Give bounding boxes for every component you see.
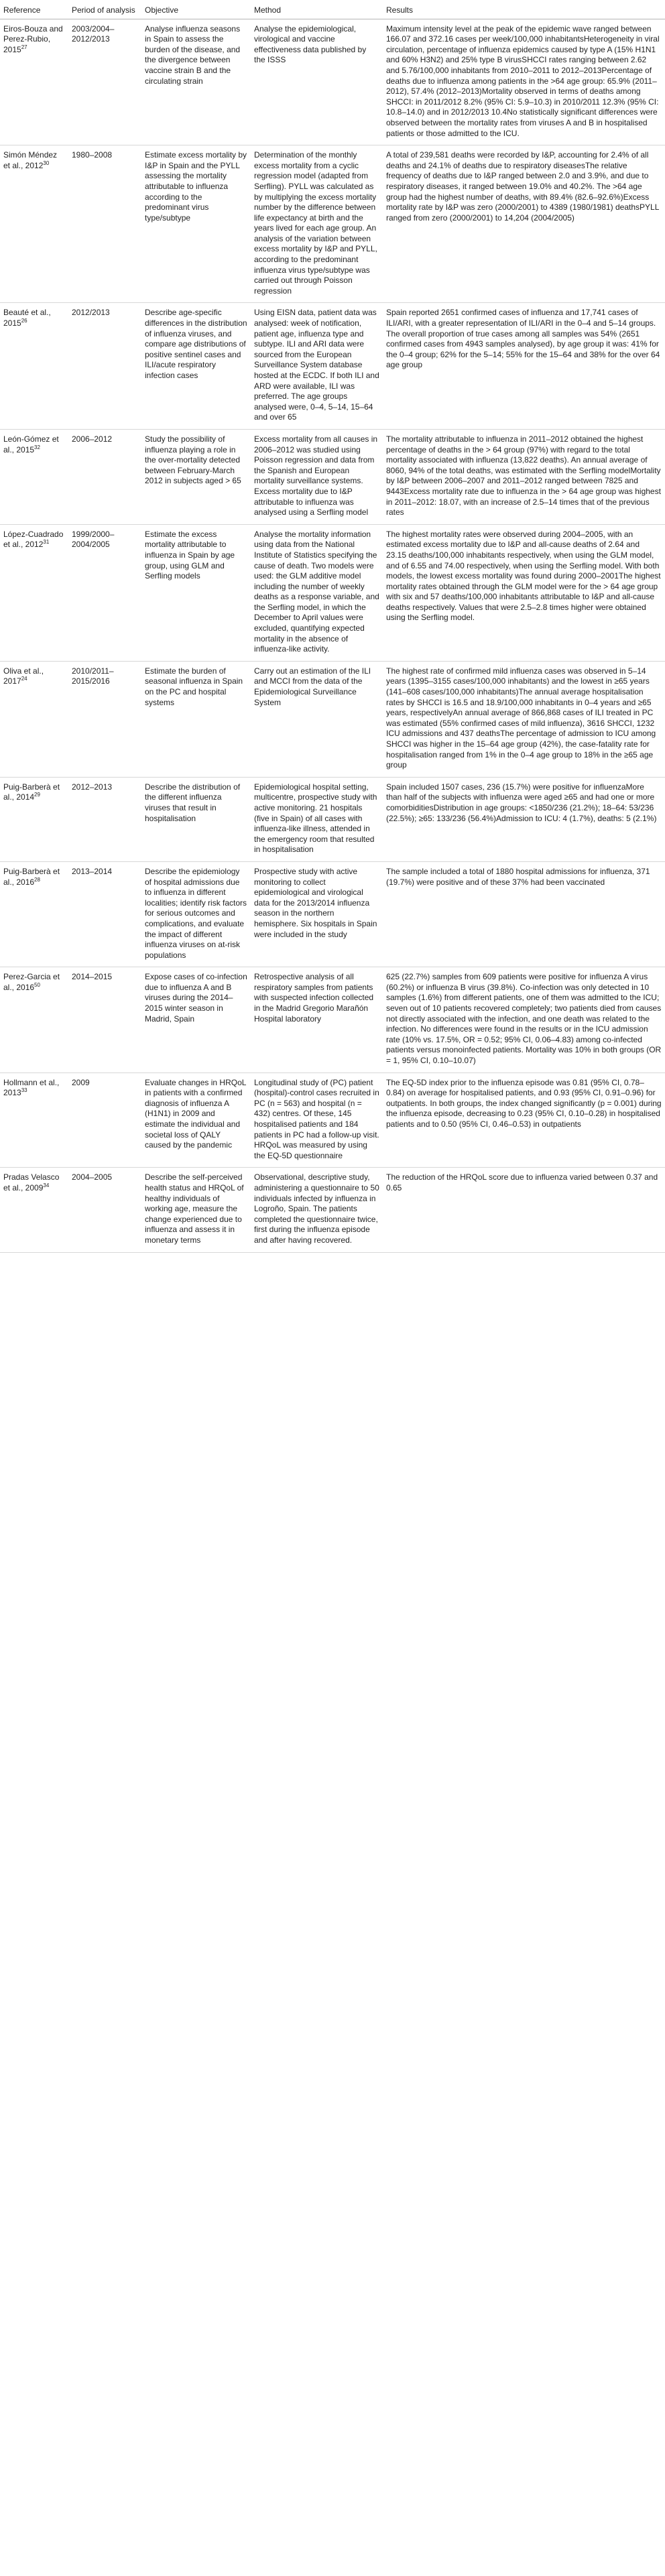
cell-method: Retrospective analysis of all respiratory samples from patients with suspected infection collected in the Madrid Gregorio Marañón Hospital laboratory: [251, 967, 383, 1072]
table-row: [0, 19, 665, 145]
cell-period: 1999/2000–2004/2005: [68, 524, 141, 661]
cell-results: Spain reported 2651 confirmed cases of influenza and 17,741 cases of ILI/ARI, with a greater representation of ILI/ARI in the 0–4 and 5–14 groups. The overall proportion of true cases among all samples was 54% (2651 confirmed cases from 4943 samples analysed), by age group it was: 41% for the 0–4 group; 62% for the 5–14; 55% for the 15–64 and 38% for the over 64 age group: [383, 303, 665, 430]
reference-number: 34: [43, 1182, 50, 1188]
cell-results: Spain included 1507 cases, 236 (15.7%) were positive for influenzaMore than half of the subjects with influenza were aged ≥65 and had one or more comorbiditiesDistribution in age groups: <1850/236 (21.2%); 18–64: 53/236 (22.5%); ≥65: 133/236 (56.4%)Admission to ICU: 4 (1.7%), deaths: 5 (2.1%): [383, 777, 665, 861]
cell-results: 625 (22.7%) samples from 609 patients were positive for influenza A virus (60.2%) or influenza B virus (39.8%). Co-infection was only detected in 10 samples (1.6%) from different patients, one of them was admitted to the ICU; seven out of 10 patients recovered completely; two patients died from causes not directly associated with the infection, and one death was related to the infection. No differences were found in the results or in the ICU admission rate (10% vs. 17.5%, OR = 0.52; 95% CI, 0.06–4.83) among co-infected patients versus monoinfected patients. Mortality was 10% in both groups (OR = 1, 95% CI, 0.10–10.07): [383, 967, 665, 1072]
reference-text: Oliva et al., 2017: [3, 666, 44, 686]
cell-period: 2014–2015: [68, 967, 141, 1072]
cell-period: 2004–2005: [68, 1168, 141, 1252]
cell-period: 2009: [68, 1072, 141, 1168]
header-objective: Objective: [141, 3, 251, 19]
cell-period: 2012/2013: [68, 303, 141, 430]
cell-reference: [0, 661, 68, 777]
table-row: [0, 1072, 665, 1168]
cell-period: 1980–2008: [68, 145, 141, 303]
header-row: [0, 3, 665, 19]
cell-results: Maximum intensity level at the peak of the epidemic wave ranged between 166.07 and 372.16 cases per week/100,000 inhabitantsHeterogeneity in viral circulation, percentage of influenza epidemics caused by type A (15% H1N1 and 60% H3N2) and 25% type B virusSHCCI rates ranging between 2.62 and 5.76/100,000 inhabitants from 2010–2011 to 2012–2013Percentage of deaths due to influenza among patients in the >64 age group: 65.9% (2011–2012), 57.4% (2012–2013)Mortality observed in terms of deaths among SHCCI: in 2011/2012 8.2% (95% CI: 5.9–10.3) in 2010/2011 12.3% (95% CI: 10.8–14.0) and in 2012/2013 10.4No statistically significant differences were observed between the mortality rates from viruses A and B in hospitalised patients or those admitted to the ICU.: [383, 19, 665, 145]
reference-number: 24: [21, 676, 27, 682]
cell-period: 2013–2014: [68, 861, 141, 967]
cell-objective: Study the possibility of influenza playing a role in the over-mortality detected between February-March 2012 in subjects aged > 65: [141, 429, 251, 524]
cell-results: The sample included a total of 1880 hospital admissions for influenza, 371 (19.7%) were positive and of these 37% had been vaccinated: [383, 861, 665, 967]
cell-reference: [0, 967, 68, 1072]
cell-period: 2010/2011–2015/2016: [68, 661, 141, 777]
cell-period: 2006–2012: [68, 429, 141, 524]
cell-method: Observational, descriptive study, administering a questionnaire to 50 individuals infected by influenza in Logroño, Spain. The patients completed the questionnaire twice, first during the influenza episode and after having recovered.: [251, 1168, 383, 1252]
cell-method: Using EISN data, patient data was analysed: week of notification, patient age, influenza type and subtype. ILI and ARI data were sourced from the European Surveillance System database hosted at the ECDC. If both ILI and ARD were available, ILI was preferred. The age groups analysed were, 0–4, 5–14, 15–64 and over 65: [251, 303, 383, 430]
reference-number: 50: [34, 981, 40, 988]
cell-period: 2003/2004–2012/2013: [68, 19, 141, 145]
reference-number: 31: [43, 539, 50, 546]
cell-results: The highest rate of confirmed mild influenza cases was observed in 5–14 years (1395–3155 cases/100,000 inhabitants) and the lowest in ≥65 years (141–608 cases/100,000 inhabitants)The annual average hospitalisation rates by SHCCI is 16.5 and 18.9/100,000 inhabitants in 0–4 years and ≥65 years, respectivelyAn annual average of 866,868 cases of ILI treated in PC was estimated (55% confirmed cases of mild influenza), 3616 SHCCI, 1232 ICU admissions and 437 deathsThe percentage of admission to ICU among SHCCI was higher in the 15–64 age group (42%), the case-fatality rate for hospitalisation ranged from 1% in the 0–4 age group to 18% in the ≥65 age group: [383, 661, 665, 777]
reference-text: Puig-Barberà et al., 2014: [3, 782, 60, 802]
reference-text: León-Gómez et al., 2015: [3, 434, 59, 454]
reference-number: 28: [34, 876, 40, 883]
header-reference: Reference: [0, 3, 68, 19]
cell-results: The mortality attributable to influenza in 2011–2012 obtained the highest percentage of deaths in the > 64 group (97%) with regard to the total mortality associated with influenza (13,822 deaths). An annual average of 8060, 94% of the total deaths, was estimated with the Serfling modelMortality by I&P between 2006–2007 and 2011–2012 ranged between 7825 and 9443Excess mortality rate due to influenza in the > 64 age group was highest in 2011–2012: 18.07, with an increase of 2.5–14 times that of the previous rates: [383, 429, 665, 524]
reference-number: 32: [34, 444, 40, 450]
cell-results: A total of 239,581 deaths were recorded by I&P, accounting for 2.4% of all deaths and 24.1% of deaths due to respiratory diseasesThe relative frequency of deaths due to I&P ranged between 2.0 and 3.9%, and due to respiratory diseases, it ranged between 19.0% and 40.2%. The >64 age group had the highest number of deaths, with 89.4% (82.6–92.6%)Excess mortality rate by I&P was zero (2000/2001) to 4389 (1980/1981) deathsPYLL ranged from zero (2000/2001) to 14,204 (2004/2005): [383, 145, 665, 303]
cell-reference: [0, 145, 68, 303]
table-row: [0, 524, 665, 661]
table-row: [0, 303, 665, 430]
reference-text: López-Cuadrado et al., 2012: [3, 529, 64, 550]
cell-period: 2012–2013: [68, 777, 141, 861]
cell-reference: [0, 1072, 68, 1168]
page: [0, 0, 665, 1253]
studies-table: [0, 3, 665, 1253]
cell-method: Epidemiological hospital setting, multicentre, prospective study with active monitoring. 21 hospitals (five in Spain) of all cases with influenza-like illness, attended in the emergency room that resulted in hospitalisation: [251, 777, 383, 861]
reference-text: Perez-Garcia et al., 2016: [3, 972, 60, 992]
cell-method: Prospective study with active monitoring to collect epidemiological and virological data for the 2013/2014 influenza season in the northern hemisphere. Six hospitals in Spain were included in the study: [251, 861, 383, 967]
table-body: [0, 19, 665, 1252]
cell-method: Longitudinal study of (PC) patient (hospital)-control cases recruited in PC (n = 563) and hospital (n = 432) centres. Of these, 145 hospitalised patients and 184 patients in PC had a follow-up visit. HRQoL was measured by using the EQ-5D questionnaire: [251, 1072, 383, 1168]
cell-reference: [0, 303, 68, 430]
reference-text: Eiros-Bouza and Perez-Rubio, 2015: [3, 23, 63, 54]
table-row: [0, 861, 665, 967]
cell-reference: [0, 1168, 68, 1252]
cell-results: The reduction of the HRQoL score due to influenza varied between 0.37 and 0.65: [383, 1168, 665, 1252]
table-row: [0, 777, 665, 861]
cell-objective: Evaluate changes in HRQoL in patients with a confirmed diagnosis of influenza A (H1N1) in 2009 and estimate the individual and societal loss of QALY caused by the pandemic: [141, 1072, 251, 1168]
reference-text: Puig-Barberà et al., 2016: [3, 866, 60, 887]
cell-objective: Describe age-specific differences in the distribution of influenza viruses, and compare age distributions of positive sentinel cases and ILI/acute respiratory infection cases: [141, 303, 251, 430]
cell-objective: Describe the epidemiology of hospital admissions due to influenza in different localities; identify risk factors for serious outcomes and complications, and evaluate the impact of different influenza viruses on at-risk populations: [141, 861, 251, 967]
reference-text: Simón Méndez et al., 2012: [3, 150, 58, 170]
table-header: [0, 3, 665, 19]
table-row: [0, 967, 665, 1072]
cell-objective: Expose cases of co-infection due to influenza A and B viruses during the 2014–2015 winter season in Madrid, Spain: [141, 967, 251, 1072]
cell-reference: [0, 19, 68, 145]
cell-objective: Estimate excess mortality by I&P in Spain and the PYLL assessing the mortality attributable to influenza according to the predominant virus type/subtype: [141, 145, 251, 303]
cell-objective: Analyse influenza seasons in Spain to assess the burden of the disease, and the divergence between vaccine strain B and the circulating strain: [141, 19, 251, 145]
table-row: [0, 145, 665, 303]
cell-reference: [0, 429, 68, 524]
cell-method: Analyse the epidemiological, virological and vaccine effectiveness data published by the ISSS: [251, 19, 383, 145]
cell-method: Determination of the monthly excess mortality from a cyclic regression model (adapted from Serfling). PYLL was calculated as by multiplying the excess mortality number by the difference between life expectancy at birth and the years lived for each age group. An analysis of the variation between excess mortality by I&P and PYLL, according to the predominant influenza virus type/subtype was carried out through Poisson regression: [251, 145, 383, 303]
cell-method: Excess mortality from all causes in 2006–2012 was studied using Poisson regression and data from the Spanish and European mortality surveillance systems. Excess mortality due to I&P attributable to influenza was analysed using a Serfling model: [251, 429, 383, 524]
reference-number: 27: [21, 44, 27, 50]
cell-objective: Estimate the burden of seasonal influenza in Spain on the PC and hospital systems: [141, 661, 251, 777]
reference-number: 26: [21, 318, 27, 324]
cell-reference: [0, 861, 68, 967]
cell-results: The EQ-5D index prior to the influenza episode was 0.81 (95% CI, 0.78–0.84) on average for hospitalised patients, and 0.93 (95% CI, 0.91–0.96) for outpatients. In both groups, the index changed significantly (p = 0.001) during the influenza episode, decreasing to 0.23 (95% CI, 0.10–0.28) in hospitalised patients and to 0.50 (95% CI, 0.46–0.53) in outpatients: [383, 1072, 665, 1168]
table-row: [0, 429, 665, 524]
reference-number: 29: [34, 792, 40, 798]
header-results: Results: [383, 3, 665, 19]
cell-objective: Describe the distribution of the different influenza viruses that result in hospitalisation: [141, 777, 251, 861]
cell-method: Carry out an estimation of the ILI and MCCI from the data of the Epidemiological Surveillance System: [251, 661, 383, 777]
reference-text: Pradas Velasco et al., 2009: [3, 1172, 60, 1192]
cell-method: Analyse the mortality information using data from the National Institute of Statistics specifying the cause of death. Two models were used: the GLM additive model including the number of weekly deaths as a response variable, and the Serfling model, in which the December to April values were excluded, quantifying expected mortality in the absence of influenza-like activity.: [251, 524, 383, 661]
cell-objective: Describe the self-perceived health status and HRQoL of healthy individuals of working age, measure the change experienced due to influenza and assess it in monetary terms: [141, 1168, 251, 1252]
cell-results: The highest mortality rates were observed during 2004–2005, with an estimated excess mortality due to I&P and all-cause deaths of 2.64 and 23.15 deaths/100,000 inhabitants respectively, when using the GLM model, and of 6.55 and 74.00 respectively, when using the Serfling model. With both models, the lowest excess mortality was found during 2000–2001The highest mortality rates obtained through the GLM model were for the > 64 age group with six and 57 deaths/100,000 inhabitants attributable to I&P and all-cause deaths respectively. Values that were 2.5–2.8 times higher were obtained using the Serfling model.: [383, 524, 665, 661]
table-row: [0, 661, 665, 777]
cell-reference: [0, 524, 68, 661]
reference-text: Beauté et al., 2015: [3, 308, 51, 328]
reference-number: 33: [21, 1087, 27, 1094]
cell-reference: [0, 777, 68, 861]
reference-text: Hollmann et al., 2013: [3, 1077, 60, 1098]
reference-number: 30: [43, 160, 50, 166]
table-row: [0, 1168, 665, 1252]
header-period: Period of analysis: [68, 3, 141, 19]
cell-objective: Estimate the excess mortality attributable to influenza in Spain by age group, using GLM and Serfling models: [141, 524, 251, 661]
header-method: Method: [251, 3, 383, 19]
